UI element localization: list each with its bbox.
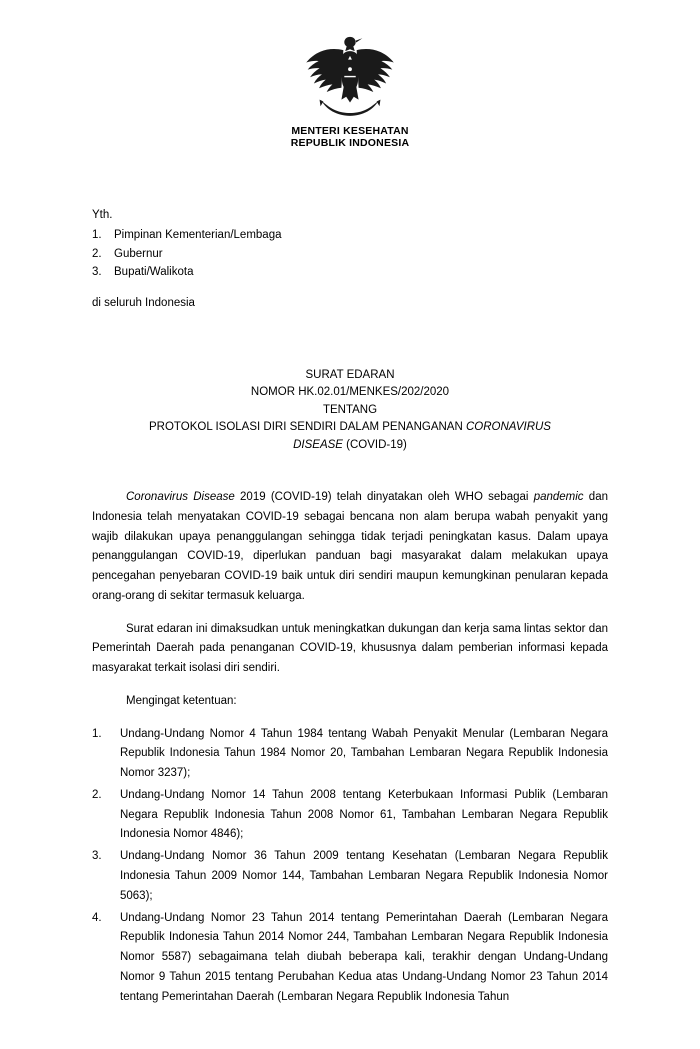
para1-text-d: dan Indonesia telah menyatakan COVID-19 sebagai bencana non alam berupa wabah penyakit yang wajib dilakukan upaya penanggulangan sehingga tidak terjadi peningkatan kasus. Dalam upaya penanggulangan COVID-19, diperlukan panduan bagi masyarakat dalam melakukan upaya pencegahan penyebaran COVID-19 baik untuk diri sendiri maupun kemungkinan penularan kepada orang-orang di sekitar termasuk keluarga. [92, 490, 608, 602]
consideration-number: 4. [92, 911, 102, 924]
consideration-number: 2. [92, 788, 102, 801]
addressee-block [92, 206, 608, 313]
addressee-item-label: Gubernur [114, 247, 163, 260]
list-item [92, 725, 608, 784]
addressee-item-number: 1. [92, 229, 102, 242]
title-subject-line-1 [92, 419, 608, 436]
addressee-item-label: Pimpinan Kementerian/Lembaga [114, 229, 282, 242]
paragraph-3: Mengingat ketentuan: [126, 694, 237, 707]
consideration-number: 3. [92, 850, 102, 863]
paragraph-1 [92, 488, 608, 607]
consideration-text: Undang-Undang Nomor 23 Tahun 2014 tentang Pemerintahan Daerah (Lembaran Negara Republik Indonesia Tahun 2014 Nomor 244, Tambahan Lembaran Negara Republik Indonesia Nomor 5587) sebagaimana telah diubah beberapa kali, terakhir dengan Undang-Undang Nomor 9 Tahun 2015 tentang Perubahan Kedua atas Undang-Undang Nomor 23 Tahun 2014 tentang Pemerintahan Daerah (Lembaran Negara Republik Indonesia Tahun [120, 911, 608, 1003]
consideration-text: Undang-Undang Nomor 14 Tahun 2008 tentang Keterbukaan Informasi Publik (Lembaran Negara Republik Indonesia Tahun 2008 Nomor 61, Tambahan Lembaran Negara Republik Indonesia Nomor 4846); [120, 788, 608, 841]
para1-italic-a: Coronavirus Disease [126, 490, 235, 503]
garuda-pancasila-emblem [302, 34, 398, 122]
paragraph-2: Surat edaran ini dimaksudkan untuk meningkatkan dukungan dan kerja sama lintas sektor dan Pemerintah Daerah pada penanganan COVID-19, khususnya dalam pemberian informasi kepada masyarakat terkait isolasi diri sendiri. [92, 622, 608, 675]
consideration-text: Undang-Undang Nomor 36 Tahun 2009 tentang Kesehatan (Lembaran Negara Republik Indonesia Tahun 2009 Nomor 144, Tambahan Lembaran Negara Republik Indonesia Nomor 5063); [120, 850, 608, 902]
addressee-item-label: Bupati/Walikota [114, 266, 194, 279]
title-subject-text-c: DISEASE [293, 438, 343, 451]
para1-text-b: 2019 (COVID-19) telah dinyatakan oleh WHO sebagai [234, 490, 534, 503]
para1-italic-c: pandemic [533, 490, 584, 503]
list-item [92, 847, 608, 906]
addressee-list [92, 226, 608, 282]
document-body [92, 488, 608, 712]
addressee-item-number: 3. [92, 266, 102, 279]
ministry-name [92, 126, 608, 150]
list-item [92, 909, 608, 1008]
document-number: NOMOR HK.02.01/MENKES/202/2020 [250, 386, 450, 399]
list-item [92, 226, 608, 245]
page-title: SURAT EDARAN [305, 368, 395, 381]
title-subject-text-a: PROTOKOL ISOLASI DIRI SENDIRI DALAM PENANGANAN [149, 421, 466, 434]
addressee-closing: di seluruh Indonesia [92, 297, 195, 309]
title-subject-text-d: (COVID-19) [342, 438, 407, 451]
ministry-line-1: MENTERI KESEHATAN [291, 125, 409, 137]
title-subject-line-2 [92, 437, 608, 454]
letterhead [92, 34, 608, 150]
consideration-text: Undang-Undang Nomor 4 Tahun 1984 tentang Wabah Penyakit Menular (Lembaran Negara Republik Indonesia Tahun 1984 Nomor 20, Tambahan Lembaran Negara Republik Indonesia Nomor 3237); [120, 727, 608, 780]
list-item [92, 786, 608, 845]
document-title-block [92, 367, 608, 454]
addressee-item-number: 2. [92, 247, 102, 260]
consideration-number: 1. [92, 727, 102, 740]
ministry-line-2: REPUBLIK INDONESIA [290, 136, 410, 149]
title-tentang: TENTANG [322, 403, 378, 416]
considerations-list [92, 725, 608, 1008]
addressee-salutation: Yth. [92, 208, 113, 221]
list-item [92, 245, 608, 264]
title-subject-text-b: CORONAVIRUS [465, 421, 551, 434]
list-item [92, 263, 608, 282]
